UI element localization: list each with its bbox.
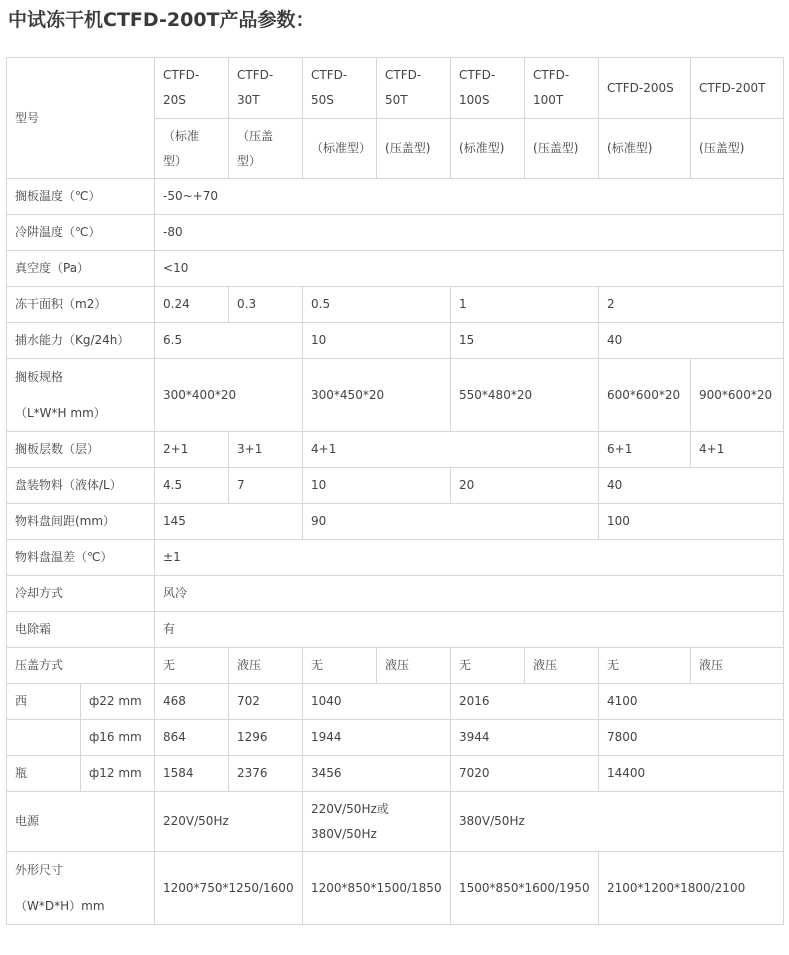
row-value: -80 [155,215,784,251]
row-value: 10 [303,468,451,504]
row-value: 7 [229,468,303,504]
spec-table [6,57,784,925]
row-value: 3+1 [229,432,303,468]
row-value: 3944 [451,720,599,756]
row-label: 冻干面积（m2） [7,287,155,323]
vial-label-top: 西 [7,684,81,720]
row-label: 电除霜 [7,612,155,648]
row-label: 盘装物料（液体/L） [7,468,155,504]
vial-size: ф22 mm [81,684,155,720]
row-label: 物料盘温差（℃） [7,540,155,576]
row-value: 风冷 [155,576,784,612]
row-value: 1500*850*1600/1950 [451,852,599,925]
row-value: 40 [599,323,784,359]
row-value: 468 [155,684,229,720]
row-value: 100 [599,504,784,540]
row-value: 300*450*20 [303,359,451,432]
model-type-cell: （标准型） [303,119,377,179]
vial-row [7,684,784,720]
row-value: 220V/50Hz或 380V/50Hz [303,792,451,852]
dimensions-row [7,852,784,925]
tray-load-row [7,468,784,504]
row-value: 无 [599,648,691,684]
row-value: 1944 [303,720,451,756]
row-value: 90 [303,504,599,540]
row-label: 电源 [7,792,155,852]
model-label: 型号 [7,58,155,179]
row-value: 4.5 [155,468,229,504]
cooling-row [7,576,784,612]
model-row [7,58,784,119]
drying-area-row [7,287,784,323]
row-value: 1040 [303,684,451,720]
row-value: 2376 [229,756,303,792]
row-value: 液压 [229,648,303,684]
model-name-cell: CTFD- 50S [303,58,377,119]
row-value: 1200*750*1250/1600 [155,852,303,925]
row-value: 1200*850*1500/1850 [303,852,451,925]
row-value: 4+1 [303,432,599,468]
row-value: 无 [303,648,377,684]
shelf-temp-row [7,179,784,215]
defrost-row [7,612,784,648]
row-value: 15 [451,323,599,359]
shelf-count-row [7,432,784,468]
row-value: 6+1 [599,432,691,468]
model-name-cell: CTFD- 30T [229,58,303,119]
row-value: 0.5 [303,287,451,323]
row-value: 550*480*20 [451,359,599,432]
row-value: 液压 [691,648,784,684]
row-value: 无 [155,648,229,684]
row-value: 液压 [377,648,451,684]
row-label: 外形尺寸 （W*D*H）mm [7,852,155,925]
model-name-cell: CTFD-200S [599,58,691,119]
vial-label-bottom: 瓶 [7,756,81,792]
model-type-cell: （压盖 型） [229,119,303,179]
vial-row [7,720,784,756]
model-type-cell: （标准 型） [155,119,229,179]
ice-capacity-row [7,323,784,359]
row-value: 2100*1200*1800/2100 [599,852,784,925]
model-name-cell: CTFD- 50T [377,58,451,119]
row-label: 搁板规格 （L*W*H mm） [7,359,155,432]
row-label: 冷却方式 [7,576,155,612]
row-value: 1296 [229,720,303,756]
cold-trap-temp-row [7,215,784,251]
row-value: 0.3 [229,287,303,323]
model-type-cell: (压盖型) [525,119,599,179]
row-value: 1 [451,287,599,323]
row-value: 4+1 [691,432,784,468]
model-type-cell: (标准型) [451,119,525,179]
vial-size: ф12 mm [81,756,155,792]
row-value: 14400 [599,756,784,792]
model-name-cell: CTFD-200T [691,58,784,119]
model-name-cell: CTFD- 20S [155,58,229,119]
vial-label-empty [7,720,81,756]
row-value: 20 [451,468,599,504]
tray-spacing-row [7,504,784,540]
row-value: 7020 [451,756,599,792]
row-label: 物料盘间距(mm） [7,504,155,540]
row-value: -50~+70 [155,179,784,215]
row-value: 2+1 [155,432,229,468]
row-label: 捕水能力（Kg/24h） [7,323,155,359]
row-label: 搁板层数（层） [7,432,155,468]
row-value: 无 [451,648,525,684]
row-value: 380V/50Hz [451,792,784,852]
row-value: 10 [303,323,451,359]
model-type-cell: (标准型) [599,119,691,179]
row-value: 1584 [155,756,229,792]
row-value: 864 [155,720,229,756]
vacuum-row [7,251,784,287]
row-value: 40 [599,468,784,504]
page-title: 中试冻干机CTFD-200T产品参数： [8,9,315,31]
row-value: 0.24 [155,287,229,323]
stoppering-row [7,648,784,684]
vial-size: ф16 mm [81,720,155,756]
row-value: 2 [599,287,784,323]
row-value: 液压 [525,648,599,684]
row-value: 3456 [303,756,451,792]
row-value: 300*400*20 [155,359,303,432]
row-value: 4100 [599,684,784,720]
tray-temp-diff-row [7,540,784,576]
row-value: ±1 [155,540,784,576]
power-row [7,792,784,852]
row-label: 压盖方式 [7,648,155,684]
row-value: 145 [155,504,303,540]
row-value: 600*600*20 [599,359,691,432]
row-value: 2016 [451,684,599,720]
row-label: 真空度（Pa） [7,251,155,287]
model-type-cell: (压盖型) [691,119,784,179]
row-label: 冷阱温度（℃） [7,215,155,251]
row-value: 900*600*20 [691,359,784,432]
model-name-cell: CTFD- 100T [525,58,599,119]
row-value: 220V/50Hz [155,792,303,852]
row-value: 有 [155,612,784,648]
row-label: 搁板温度（℃） [7,179,155,215]
row-value: 702 [229,684,303,720]
model-type-cell: (压盖型) [377,119,451,179]
row-value: 6.5 [155,323,303,359]
row-value: <10 [155,251,784,287]
shelf-spec-row [7,359,784,432]
row-value: 7800 [599,720,784,756]
model-name-cell: CTFD- 100S [451,58,525,119]
vial-row [7,756,784,792]
